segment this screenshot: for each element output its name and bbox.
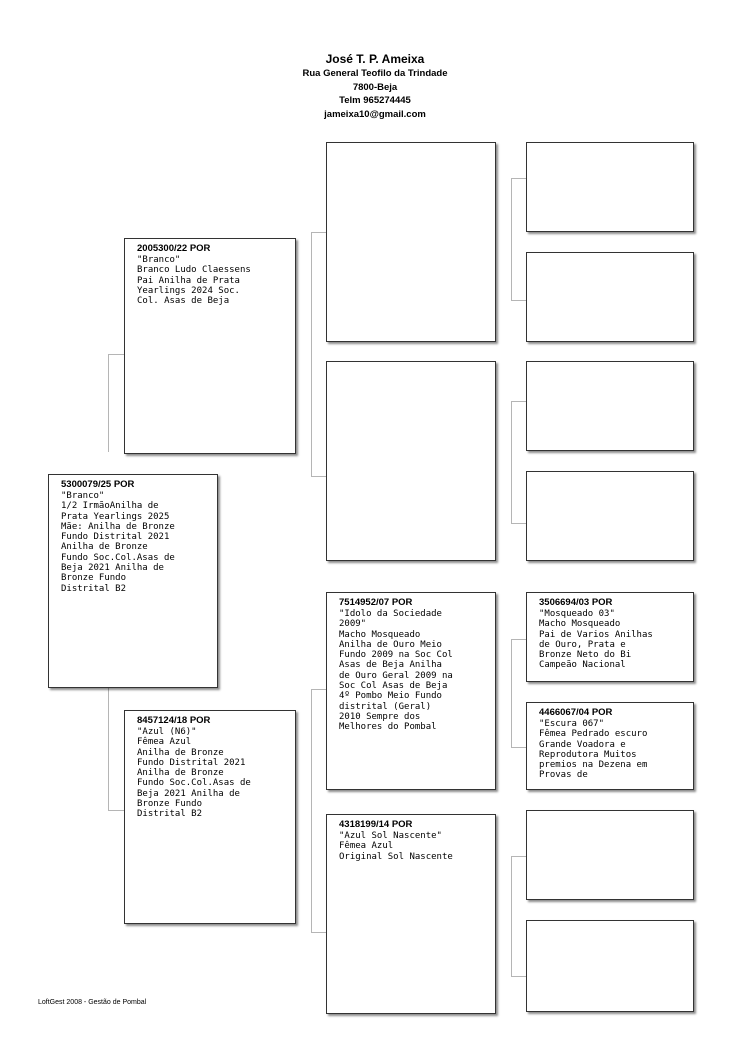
pigeon-card-empty[interactable] [526, 252, 694, 342]
connector [511, 639, 512, 747]
pigeon-card-subject[interactable] [48, 474, 218, 688]
connector [108, 688, 109, 810]
connector [511, 976, 526, 977]
pigeon-card-sire-dam-empty[interactable] [326, 361, 496, 561]
breeder-email: jameixa10@gmail.com [324, 108, 426, 120]
pigeon-details: "Escura 067" Fêmea Pedrado escuro Grande Voadora e Reprodutora Muitos premios na Dezena em Provas de [539, 719, 648, 781]
breeder-city: 7800-Beja [352, 81, 398, 93]
connector [511, 747, 526, 748]
footer-text: LoftGest 2008 - Gestão de Pombal [38, 999, 147, 1006]
connector [511, 401, 526, 402]
connector [108, 810, 124, 811]
connector [311, 476, 326, 477]
breeder-header [0, 52, 750, 121]
ring-number: 7514952/07 POR [339, 597, 413, 608]
ring-number: 5300079/25 POR [61, 479, 135, 490]
connector [511, 523, 526, 524]
pigeon-card-empty[interactable] [526, 810, 694, 900]
pigeon-card-empty[interactable] [526, 142, 694, 232]
connector [311, 232, 312, 476]
pigeon-details: "Azul (N6)" Fêmea Azul Anilha de Bronze Fundo Distrital 2021 Anilha de Bronze Fundo Soc.Col.Asas de Beja 2021 Anilha de Bronze Fundo Distrital B2 [137, 727, 251, 820]
connector [511, 178, 526, 179]
pigeon-details: "Branco" Branco Ludo Claessens Pai Anilha de Prata Yearlings 2024 Soc. Col. Asas de Beja [137, 255, 251, 307]
breeder-name: José T. P. Ameixa [325, 52, 425, 66]
connector [511, 401, 512, 523]
pigeon-card-empty[interactable] [526, 471, 694, 561]
ring-number: 4466067/04 POR [539, 707, 613, 718]
connector [511, 178, 512, 300]
pigeon-card-sire-sire-empty[interactable] [326, 142, 496, 342]
ring-number: 3506694/03 POR [539, 597, 613, 608]
pigeon-card-sire[interactable] [124, 238, 296, 454]
ring-number: 2005300/22 POR [137, 243, 211, 254]
connector [511, 856, 526, 857]
ring-number: 8457124/18 POR [137, 715, 211, 726]
connector [311, 689, 312, 932]
connector [511, 856, 512, 976]
pigeon-card-dam-sire-sire[interactable] [526, 592, 694, 682]
breeder-address: Rua General Teofilo da Trindade [302, 68, 448, 79]
pigeon-card-empty[interactable] [526, 920, 694, 1012]
pigeon-card-dam-sire[interactable] [326, 592, 496, 790]
connector [311, 232, 326, 233]
pigeon-details: "Branco" 1/2 IrmãoAnilha de Prata Yearlings 2025 Mãe: Anilha de Bronze Fundo Distrital 2021 Anilha de Bronze Fundo Soc.Col.Asas de Beja 2021 Anilha de Bronze Fundo Distrital B2 [61, 491, 175, 594]
connector [511, 300, 526, 301]
connector [311, 932, 326, 933]
connector [108, 354, 124, 355]
pigeon-card-empty[interactable] [526, 361, 694, 451]
connector [311, 689, 326, 690]
pigeon-details: "Mosqueado 03" Macho Mosqueado Pai de Varios Anilhas de Ouro, Prata e Bronze Neto do Bi Campeão Nacional [539, 609, 653, 671]
ring-number: 4318199/14 POR [339, 819, 413, 830]
breeder-phone: Telm 965274445 [339, 95, 411, 106]
connector [108, 354, 109, 452]
pigeon-card-dam-sire-dam[interactable] [526, 702, 694, 790]
pigeon-details: "Azul Sol Nascente" Fêmea Azul Original Sol Nascente [339, 831, 453, 862]
pigeon-details: "Idolo da Sociedade 2009" Macho Mosqueado Anilha de Ouro Meio Fundo 2009 na Soc Col Asas de Beja Anilha de Ouro Geral 2009 na Soc Col Asas de Beja 4º Pombo Meio Fundo distrital (Geral) 2010 Sempre dos Melhores do Pombal [339, 609, 453, 733]
pigeon-card-dam-dam[interactable] [326, 814, 496, 1014]
connector [511, 639, 526, 640]
pigeon-card-dam[interactable] [124, 710, 296, 924]
